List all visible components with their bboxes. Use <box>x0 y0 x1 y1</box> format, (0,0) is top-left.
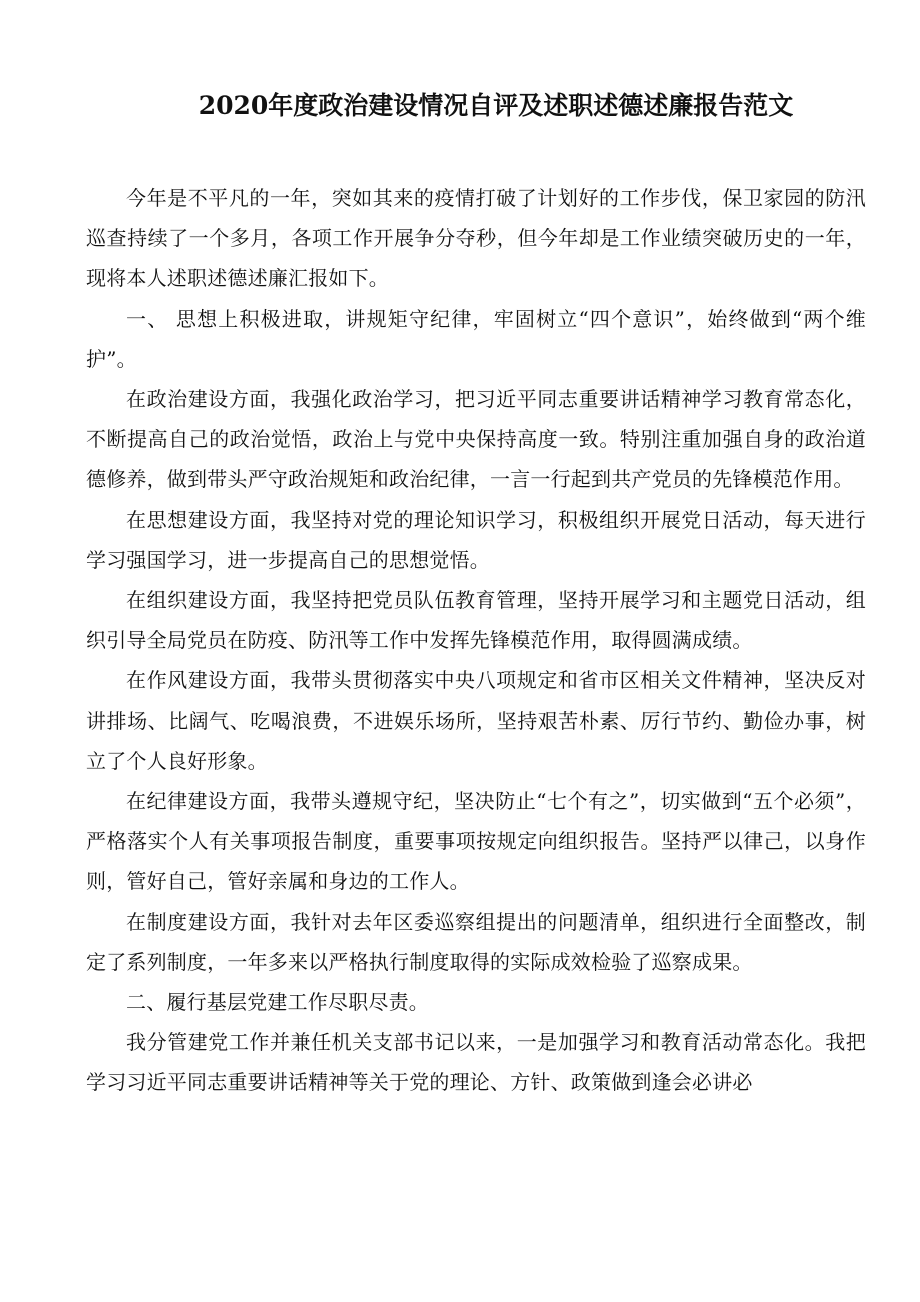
paragraph-system-building: 在制度建设方面，我针对去年区委巡察组提出的问题清单，组织进行全面整改，制定了系列制度，一年多来以严格执行制度取得的实际成效检验了巡察成果。 <box>86 909 866 974</box>
section-heading-2: 二、履行基层党建工作尽职尽责。 <box>126 990 429 1015</box>
paragraph-intro: 今年是不平凡的一年，突如其来的疫情打破了计划好的工作步伐，保卫家园的防汛巡查持续了一个多月，各项工作开展争分夺秒，但今年却是工作业绩突破历史的一年，现将本人述职述德述廉汇报如下。 <box>86 186 866 291</box>
paragraph-discipline-building: 在纪律建设方面，我带头遵规守纪，坚决防止“七个有之”，切实做到“五个必须”，严格落实个人有关事项报告制度，重要事项按规定向组织报告。坚持严以律己，以身作则，管好自己，管好亲属和身边的工作人。 <box>86 789 866 894</box>
document-title: 2020年度政治建设情况自评及述职述德述廉报告范文 <box>198 91 794 120</box>
section-heading-1: 一、 思想上积极进取，讲规矩守纪律，牢固树立“四个意识”，始终做到“两个维护”。 <box>86 306 866 371</box>
paragraph-ideological-building: 在思想建设方面，我坚持对党的理论知识学习，积极组织开展党日活动，每天进行学习强国学习，进一步提高自己的思想觉悟。 <box>86 507 866 572</box>
paragraph-political-building: 在政治建设方面，我强化政治学习，把习近平同志重要讲话精神学习教育常态化，不断提高自己的政治觉悟，政治上与党中央保持高度一致。特别注重加强自身的政治道德修养，做到带头严守政治规矩和政治纪律，一言一行起到共产党员的先锋模范作用。 <box>86 387 866 492</box>
paragraph-work-style-building: 在作风建设方面，我带头贯彻落实中央八项规定和省市区相关文件精神，坚决反对讲排场、比阔气、吃喝浪费，不进娱乐场所，坚持艰苦朴素、厉行节约、勤俭办事，树立了个人良好形象。 <box>86 668 866 773</box>
paragraph-party-work: 我分管建党工作并兼任机关支部书记以来，一是加强学习和教育活动常态化。我把学习习近平同志重要讲话精神等关于党的理论、方针、政策做到逢会必讲必 <box>86 1030 866 1095</box>
document-body <box>86 178 866 1103</box>
paragraph-organizational-building: 在组织建设方面，我坚持把党员队伍教育管理，坚持开展学习和主题党日活动，组织引导全局党员在防疫、防汛等工作中发挥先锋模范作用，取得圆满成绩。 <box>86 588 866 653</box>
